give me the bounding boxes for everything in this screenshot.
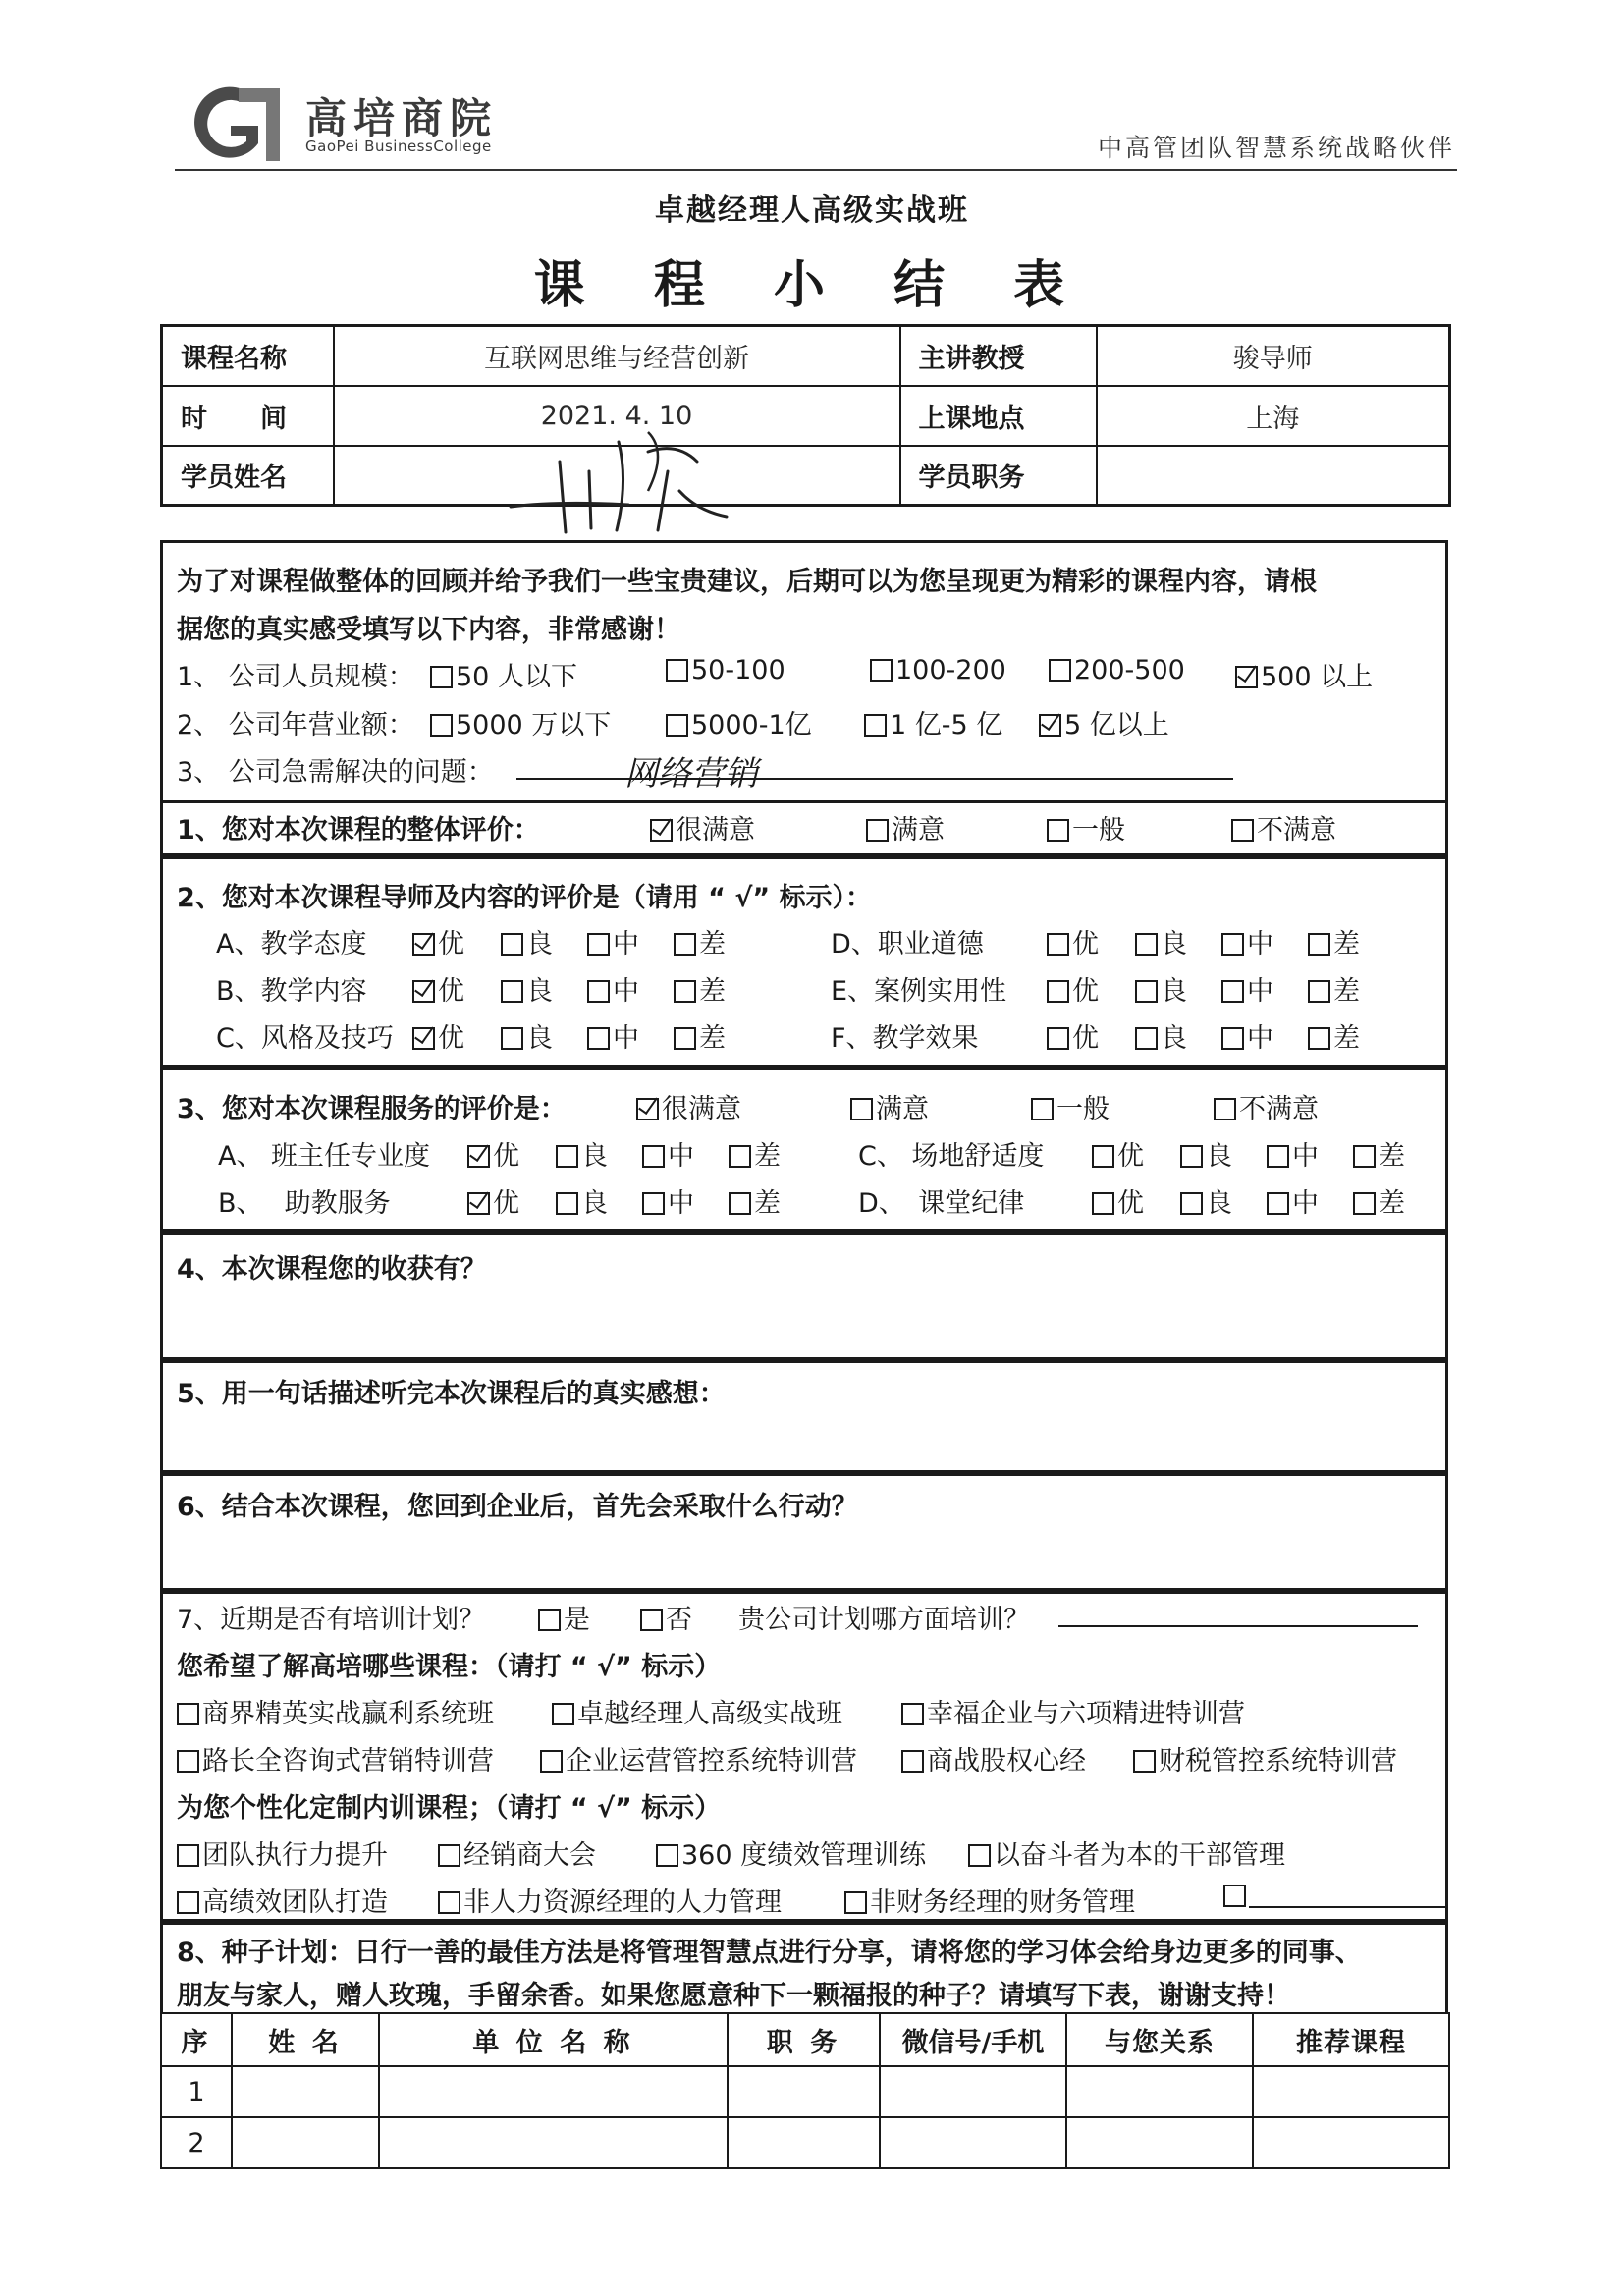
custom-course-option[interactable]: 非财务经理的财务管理 xyxy=(844,1881,1135,1919)
custom-course-option[interactable]: 360 度绩效管理训练 xyxy=(656,1833,926,1872)
student-name-value[interactable] xyxy=(334,446,900,506)
seed-plan-table xyxy=(160,2012,1450,2169)
checkbox-icon[interactable] xyxy=(1223,1885,1246,1907)
course-option[interactable]: 企业运营管控系统特训营 xyxy=(540,1739,857,1777)
intro-line-1: 为了对课程做整体的回顾并给予我们一些宝贵建议，后期可以为您呈现更为精彩的课程内容，请根 xyxy=(177,567,1317,597)
checkbox-icon[interactable] xyxy=(587,1027,610,1050)
checkbox-icon[interactable] xyxy=(177,1844,199,1867)
service-eval-item-label: B、 助教服务 xyxy=(218,1188,391,1219)
teacher-eval-grade-option[interactable]: 优 xyxy=(1047,969,1099,1008)
checkbox-icon[interactable] xyxy=(1047,980,1069,1003)
checkbox-icon[interactable] xyxy=(1267,1145,1289,1168)
course-option[interactable]: 卓越经理人高级实战班 xyxy=(552,1692,842,1730)
checkbox-icon[interactable] xyxy=(1135,1027,1158,1050)
q1-label: 1、 公司人员规模： xyxy=(177,662,414,692)
checkbox-icon[interactable] xyxy=(1221,1027,1244,1050)
subtitle: 卓越经理人高级实战班 xyxy=(655,193,969,228)
teacher-eval-grade-option[interactable]: 优 xyxy=(1047,922,1099,960)
checkbox-icon[interactable] xyxy=(538,1609,561,1631)
column-header: 职 务 xyxy=(728,2013,880,2066)
overall-option-1[interactable]: 很满意 xyxy=(650,808,755,847)
checkbox-icon[interactable] xyxy=(438,1844,460,1867)
checkbox-icon[interactable] xyxy=(1353,1192,1376,1215)
q1-option-4[interactable]: 200-500 xyxy=(1049,655,1185,685)
checkbox-icon[interactable] xyxy=(177,1703,199,1725)
table-cell[interactable] xyxy=(232,2117,379,2168)
table-cell[interactable] xyxy=(232,2066,379,2117)
checkbox-icon[interactable] xyxy=(642,1192,665,1215)
teacher-eval-grade-option[interactable]: 中 xyxy=(587,1016,639,1055)
service-eval-item-label: A、 班主任专业度 xyxy=(218,1141,431,1172)
overall-option-2[interactable]: 满意 xyxy=(866,808,945,847)
column-header: 与您关系 xyxy=(1066,2013,1253,2066)
table-row xyxy=(161,2066,1449,2117)
teacher-eval-grade-option[interactable]: 差 xyxy=(674,1016,726,1055)
lecturer-value[interactable]: 骏导师 xyxy=(1097,326,1450,386)
checkbox-icon[interactable] xyxy=(729,1145,751,1168)
checkbox-icon[interactable] xyxy=(430,714,453,737)
checkbox-checked-icon[interactable] xyxy=(412,980,435,1003)
service-option-4[interactable]: 不满意 xyxy=(1214,1087,1319,1125)
checkbox-icon[interactable] xyxy=(177,1750,199,1773)
service-eval-grade-option[interactable]: 中 xyxy=(1267,1134,1319,1173)
service-eval-grade-option[interactable]: 良 xyxy=(1180,1181,1232,1220)
checkbox-icon[interactable] xyxy=(1092,1192,1114,1215)
teacher-eval-item-label: E、案例实用性 xyxy=(831,976,1007,1007)
checkbox-checked-icon[interactable] xyxy=(467,1145,490,1168)
checkbox-icon[interactable] xyxy=(674,933,696,956)
q7-which-label: 贵公司计划哪方面培训？ xyxy=(738,1605,1030,1635)
service-eval-grade-option[interactable]: 良 xyxy=(556,1181,608,1220)
service-eval-item-label: C、 场地舒适度 xyxy=(858,1141,1045,1172)
checkbox-icon[interactable] xyxy=(1308,933,1330,956)
row-number: 2 xyxy=(161,2117,232,2168)
teacher-eval-grade-option[interactable]: 良 xyxy=(1135,922,1187,960)
overall-label: 1、您对本次课程的整体评价： xyxy=(177,815,540,846)
column-header: 推荐课程 xyxy=(1253,2013,1449,2066)
table-cell[interactable] xyxy=(379,2117,728,2168)
q1-option-1[interactable]: 50 人以下 xyxy=(430,655,577,693)
custom-course-option[interactable]: 经销商大会 xyxy=(438,1833,596,1872)
checkbox-icon[interactable] xyxy=(1180,1192,1203,1215)
course-name-label: 课程名称 xyxy=(162,326,334,386)
teacher-eval-grade-option[interactable]: 良 xyxy=(1135,1016,1187,1055)
checkbox-icon[interactable] xyxy=(556,1192,578,1215)
q2-option-4[interactable]: 5 亿以上 xyxy=(1039,703,1169,741)
column-header: 微信号/手机 xyxy=(880,2013,1066,2066)
location-value[interactable]: 上海 xyxy=(1097,386,1450,446)
checkbox-checked-icon[interactable] xyxy=(1039,714,1061,737)
checkbox-icon[interactable] xyxy=(1031,1098,1054,1120)
time-value[interactable]: 2021. 4. 10 xyxy=(334,386,900,446)
logo xyxy=(180,82,533,169)
teacher-eval-grade-option[interactable]: 良 xyxy=(501,1016,553,1055)
student-position-label: 学员职务 xyxy=(900,446,1097,506)
table-cell[interactable] xyxy=(728,2066,880,2117)
checkbox-icon[interactable] xyxy=(901,1703,924,1725)
table-cell[interactable] xyxy=(728,2117,880,2168)
checkbox-icon[interactable] xyxy=(656,1844,678,1867)
table-cell[interactable] xyxy=(880,2066,1066,2117)
teacher-eval-grade-option[interactable]: 差 xyxy=(674,969,726,1008)
checkbox-icon[interactable] xyxy=(501,980,523,1003)
slogan: 中高管团队智慧系统战略伙伴 xyxy=(1097,134,1455,162)
row-number: 1 xyxy=(161,2066,232,2117)
q6-label: 6、结合本次课程，您回到企业后，首先会采取什么行动？ xyxy=(177,1492,858,1522)
checkbox-icon[interactable] xyxy=(666,714,688,737)
course-option[interactable]: 商战股权心经 xyxy=(901,1739,1086,1777)
teacher-eval-grade-option[interactable]: 差 xyxy=(674,922,726,960)
course-option[interactable]: 幸福企业与六项精进特训营 xyxy=(901,1692,1245,1730)
course-option[interactable]: 商界精英实战赢利系统班 xyxy=(177,1692,494,1730)
table-cell[interactable] xyxy=(880,2117,1066,2168)
checkbox-icon[interactable] xyxy=(556,1145,578,1168)
service-eval-grade-option[interactable]: 差 xyxy=(1353,1134,1405,1173)
checkbox-icon[interactable] xyxy=(501,1027,523,1050)
service-option-1[interactable]: 很满意 xyxy=(636,1087,741,1125)
teacher-eval-item-label: F、教学效果 xyxy=(831,1023,979,1054)
service-eval-grade-option[interactable]: 中 xyxy=(642,1181,694,1220)
q1-option-3[interactable]: 100-200 xyxy=(870,655,1006,685)
table-cell[interactable] xyxy=(1066,2117,1253,2168)
checkbox-checked-icon[interactable] xyxy=(650,819,673,842)
service-eval-grade-option[interactable]: 良 xyxy=(1180,1134,1232,1173)
lecturer-label: 主讲教授 xyxy=(900,326,1097,386)
checkbox-icon[interactable] xyxy=(430,666,453,688)
service-option-3[interactable]: 一般 xyxy=(1031,1087,1110,1125)
checkbox-icon[interactable] xyxy=(1135,980,1158,1003)
q1-option-5[interactable]: 500 以上 xyxy=(1235,655,1373,693)
checkbox-checked-icon[interactable] xyxy=(636,1098,659,1120)
q7-interest-label: 您希望了解高培哪些课程：（请打 “ √” 标示） xyxy=(177,1652,722,1682)
q3-answer[interactable]: 网络营销 xyxy=(516,746,1233,780)
q2-option-1[interactable]: 5000 万以下 xyxy=(430,703,611,741)
page-title: 课 程 小 结 表 xyxy=(533,256,1091,315)
checkbox-icon[interactable] xyxy=(552,1703,574,1725)
checkbox-icon[interactable] xyxy=(666,659,688,682)
checkbox-icon[interactable] xyxy=(1047,933,1069,956)
intro-line-2: 据您的真实感受填写以下内容，非常感谢！ xyxy=(177,615,680,645)
service-eval-grade-option[interactable]: 优 xyxy=(467,1181,519,1220)
q2-option-2[interactable]: 5000-1亿 xyxy=(666,703,812,741)
custom-course-option[interactable]: 以奋斗者为本的干部管理 xyxy=(968,1833,1285,1872)
checkbox-icon[interactable] xyxy=(866,819,889,842)
service-eval-grade-option[interactable]: 差 xyxy=(729,1181,781,1220)
checkbox-icon[interactable] xyxy=(870,659,893,682)
checkbox-icon[interactable] xyxy=(968,1844,991,1867)
teacher-eval-grade-option[interactable]: 差 xyxy=(1308,922,1360,960)
service-option-2[interactable]: 满意 xyxy=(850,1087,929,1125)
custom-course-option-blank[interactable] xyxy=(1223,1881,1445,1911)
checkbox-checked-icon[interactable] xyxy=(1235,666,1258,688)
column-header: 单 位 名 称 xyxy=(379,2013,728,2066)
checkbox-icon[interactable] xyxy=(674,980,696,1003)
teacher-eval-grade-option[interactable]: 中 xyxy=(1221,922,1273,960)
checkbox-icon[interactable] xyxy=(1221,933,1244,956)
time-label: 时 间 xyxy=(162,386,334,446)
checkbox-checked-icon[interactable] xyxy=(412,1027,435,1050)
teacher-eval-grade-option[interactable]: 中 xyxy=(587,969,639,1008)
checkbox-icon[interactable] xyxy=(1133,1750,1156,1773)
checkbox-icon[interactable] xyxy=(1180,1145,1203,1168)
teacher-eval-label: 2、您对本次课程导师及内容的评价是（请用 “ √” 标示）： xyxy=(177,883,872,913)
checkbox-icon[interactable] xyxy=(1092,1145,1114,1168)
checkbox-icon[interactable] xyxy=(729,1192,751,1215)
logo-text-en: GaoPei BusinessCollege xyxy=(305,137,492,155)
overall-option-3[interactable]: 一般 xyxy=(1047,808,1125,847)
q7-custom-label: 为您个性化定制内训课程；（请打 “ √” 标示） xyxy=(177,1793,722,1824)
location-label: 上课地点 xyxy=(900,386,1097,446)
teacher-eval-grade-option[interactable]: 差 xyxy=(1308,969,1360,1008)
overall-option-4[interactable]: 不满意 xyxy=(1231,808,1336,847)
table-cell[interactable] xyxy=(379,2066,728,2117)
checkbox-icon[interactable] xyxy=(1308,1027,1330,1050)
custom-course-option[interactable]: 团队执行力提升 xyxy=(177,1833,388,1872)
teacher-eval-item-label: B、教学内容 xyxy=(216,976,367,1007)
teacher-eval-grade-option[interactable]: 优 xyxy=(412,922,464,960)
q7-yes[interactable]: 是 xyxy=(538,1598,590,1636)
checkbox-icon[interactable] xyxy=(674,1027,696,1050)
table-cell[interactable] xyxy=(1253,2117,1449,2168)
teacher-eval-item-label: C、风格及技巧 xyxy=(216,1023,394,1054)
checkbox-icon[interactable] xyxy=(177,1891,199,1914)
checkbox-icon[interactable] xyxy=(1047,1027,1069,1050)
checkbox-icon[interactable] xyxy=(1353,1145,1376,1168)
teacher-eval-grade-option[interactable]: 良 xyxy=(501,922,553,960)
student-name-label: 学员姓名 xyxy=(162,446,334,506)
q8-line-1: 8、种子计划：日行一善的最佳方法是将管理智慧点进行分享，请将您的学习体会给身边更多的同事、 xyxy=(177,1938,1362,1968)
table-cell[interactable] xyxy=(1253,2066,1449,2117)
gp-logo-icon xyxy=(180,82,288,167)
checkbox-icon[interactable] xyxy=(642,1145,665,1168)
teacher-eval-grade-option[interactable]: 优 xyxy=(412,1016,464,1055)
checkbox-icon[interactable] xyxy=(501,933,523,956)
checkbox-icon[interactable] xyxy=(1267,1192,1289,1215)
checkbox-icon[interactable] xyxy=(1308,980,1330,1003)
custom-course-option[interactable]: 高绩效团队打造 xyxy=(177,1881,388,1919)
checkbox-checked-icon[interactable] xyxy=(412,933,435,956)
q5-label: 5、用一句话描述听完本次课程后的真实感想： xyxy=(177,1379,726,1409)
teacher-eval-grade-option[interactable]: 优 xyxy=(1047,1016,1099,1055)
teacher-eval-item-label: D、职业道德 xyxy=(831,929,984,959)
checkbox-icon[interactable] xyxy=(901,1750,924,1773)
teacher-eval-grade-option[interactable]: 差 xyxy=(1308,1016,1360,1055)
q3-answer-field[interactable] xyxy=(516,746,1233,793)
checkbox-icon[interactable] xyxy=(1135,933,1158,956)
q4-label: 4、本次课程您的收获有？ xyxy=(177,1254,487,1284)
service-eval-grade-option[interactable]: 优 xyxy=(1092,1181,1144,1220)
checkbox-icon[interactable] xyxy=(850,1098,873,1120)
checkbox-icon[interactable] xyxy=(864,714,887,737)
service-eval-grade-option[interactable]: 优 xyxy=(1092,1134,1144,1173)
student-position-value[interactable] xyxy=(1097,446,1450,506)
column-header: 序 xyxy=(161,2013,232,2066)
service-eval-grade-option[interactable]: 差 xyxy=(1353,1181,1405,1220)
q1-option-2[interactable]: 50-100 xyxy=(666,655,785,685)
checkbox-icon[interactable] xyxy=(438,1891,460,1914)
divider xyxy=(160,800,1448,803)
teacher-eval-grade-option[interactable]: 优 xyxy=(412,969,464,1008)
table-row xyxy=(161,2117,1449,2168)
course-name-value[interactable]: 互联网思维与经营创新 xyxy=(334,326,900,386)
service-eval-item-label: D、 课堂纪律 xyxy=(858,1188,1025,1219)
teacher-eval-item-label: A、教学态度 xyxy=(216,929,367,959)
column-header: 姓 名 xyxy=(232,2013,379,2066)
q7-label: 7、近期是否有培训计划？ xyxy=(177,1605,486,1635)
teacher-eval-grade-option[interactable]: 中 xyxy=(1221,1016,1273,1055)
q3-label: 3、 公司急需解决的问题： xyxy=(177,757,494,788)
q2-option-3[interactable]: 1 亿-5 亿 xyxy=(864,703,1002,741)
service-eval-grade-option[interactable]: 中 xyxy=(642,1134,694,1173)
checkbox-icon[interactable] xyxy=(1214,1098,1236,1120)
q7-which-field[interactable] xyxy=(1058,1598,1418,1630)
q7-no[interactable]: 否 xyxy=(640,1598,692,1636)
service-eval-grade-option[interactable]: 中 xyxy=(1267,1181,1319,1220)
checkbox-icon[interactable] xyxy=(540,1750,563,1773)
service-eval-label: 3、您对本次课程服务的评价是： xyxy=(177,1094,567,1124)
header-divider xyxy=(175,169,1457,171)
q2-label: 2、 公司年营业额： xyxy=(177,710,414,740)
service-eval-grade-option[interactable]: 优 xyxy=(467,1134,519,1173)
checkbox-checked-icon[interactable] xyxy=(467,1192,490,1215)
teacher-eval-grade-option[interactable]: 中 xyxy=(587,922,639,960)
checkbox-icon[interactable] xyxy=(587,980,610,1003)
teacher-eval-grade-option[interactable]: 中 xyxy=(1221,969,1273,1008)
checkbox-icon[interactable] xyxy=(587,933,610,956)
course-option[interactable]: 财税管控系统特训营 xyxy=(1133,1739,1397,1777)
table-cell[interactable] xyxy=(1066,2066,1253,2117)
custom-course-option[interactable]: 非人力资源经理的人力管理 xyxy=(438,1881,782,1919)
checkbox-icon[interactable] xyxy=(1231,819,1254,842)
checkbox-icon[interactable] xyxy=(640,1609,663,1631)
checkbox-icon[interactable] xyxy=(1047,819,1069,842)
checkbox-icon[interactable] xyxy=(1049,659,1071,682)
service-eval-grade-option[interactable]: 良 xyxy=(556,1134,608,1173)
course-option[interactable]: 路长全咨询式营销特训营 xyxy=(177,1739,494,1777)
logo-text-cn: 高培商院 xyxy=(305,94,499,142)
service-eval-grade-option[interactable]: 差 xyxy=(729,1134,781,1173)
teacher-eval-grade-option[interactable]: 良 xyxy=(1135,969,1187,1008)
checkbox-icon[interactable] xyxy=(844,1891,867,1914)
teacher-eval-grade-option[interactable]: 良 xyxy=(501,969,553,1008)
course-info-table xyxy=(160,324,1451,507)
q8-line-2: 朋友与家人，赠人玫瑰，手留余香。如果您愿意种下一颗福报的种子？请填写下表，谢谢支持！ xyxy=(177,1981,1290,2011)
checkbox-icon[interactable] xyxy=(1221,980,1244,1003)
